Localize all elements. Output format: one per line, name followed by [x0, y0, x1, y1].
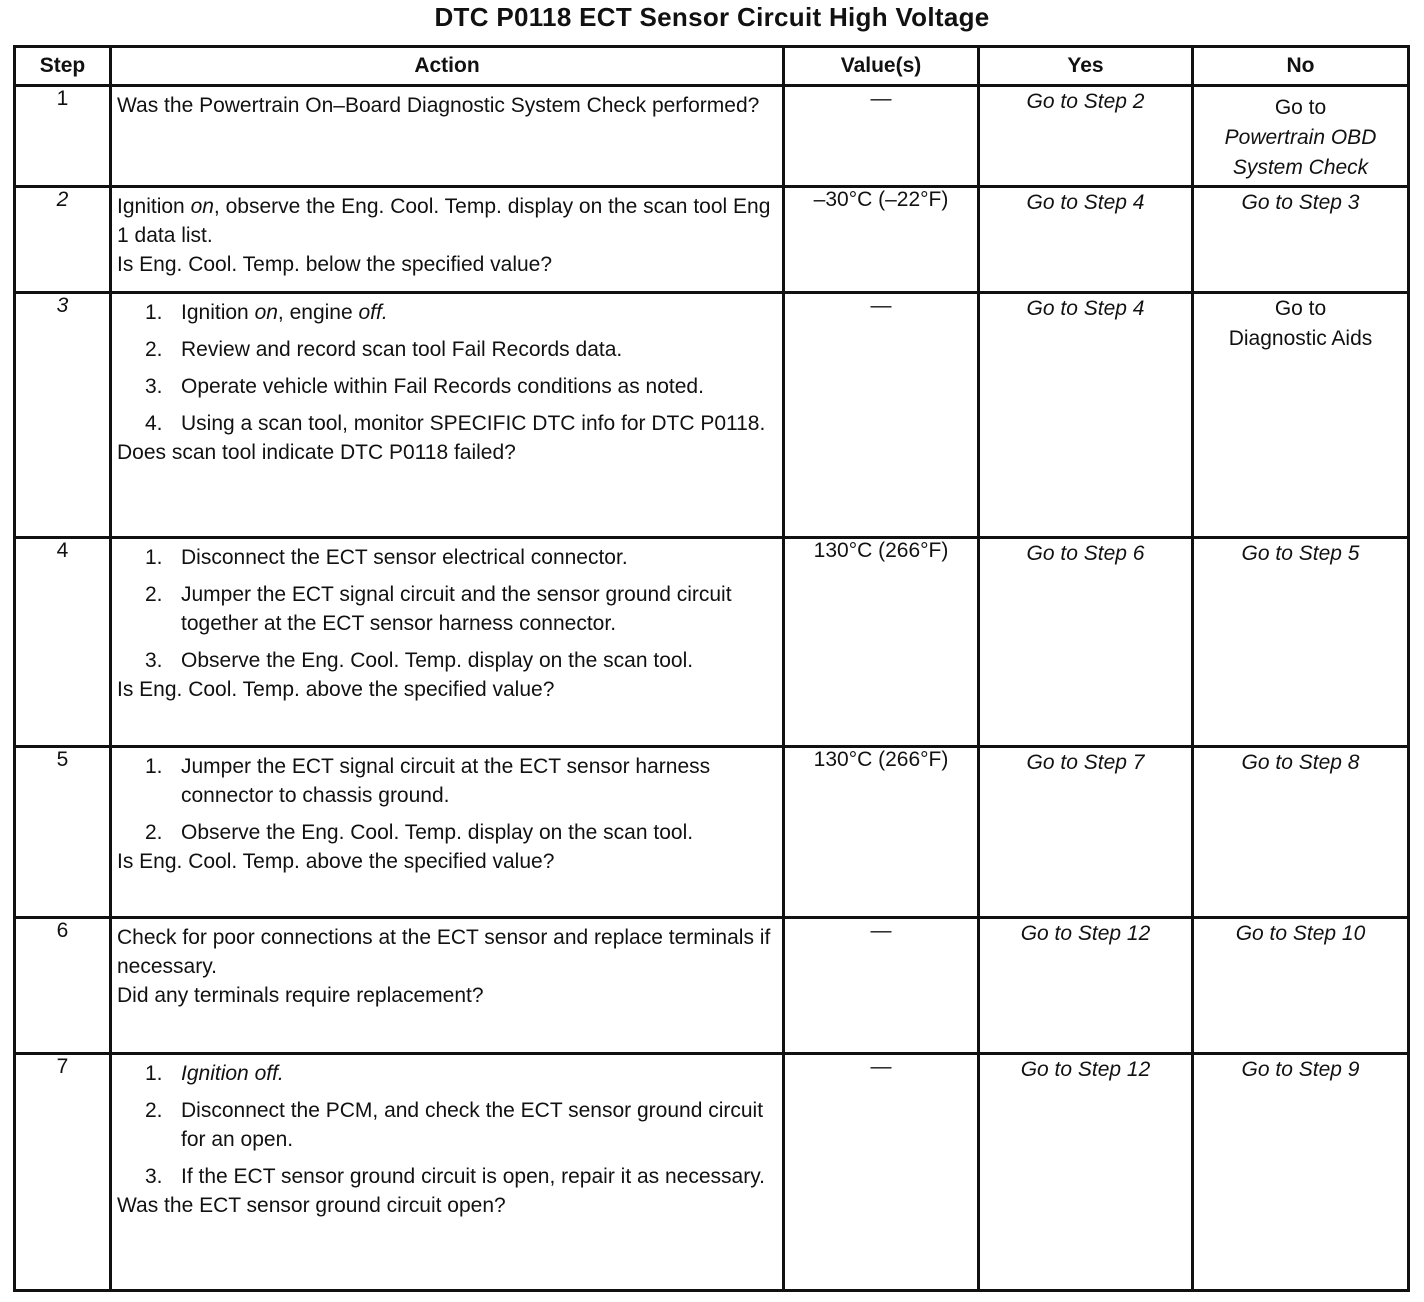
no-line-2[interactable]: Diagnostic Aids [1228, 327, 1373, 350]
action-question: Is Eng. Cool. Temp. above the specified value? [117, 678, 555, 701]
no-line-3[interactable]: System Check [1232, 156, 1369, 179]
yes-cell [979, 86, 1193, 187]
value-cell: –30°C (–22°F) [784, 187, 979, 293]
list-item: 3. Observe the Eng. Cool. Temp. display on the scan tool. [145, 649, 694, 672]
no-cell [1193, 1054, 1409, 1291]
no-line-2[interactable]: Powertrain OBD [1224, 126, 1377, 149]
page-title: DTC P0118 ECT Sensor Circuit High Voltage [434, 2, 990, 32]
table-row-step-5 [15, 747, 1409, 918]
step-number: 7 [15, 1054, 111, 1291]
action-cell [111, 1054, 784, 1291]
table-row-step-6 [15, 918, 1409, 1054]
step-number: 6 [15, 918, 111, 1054]
action-cell [111, 293, 784, 538]
yes-link[interactable]: Go to Step 2 [1026, 90, 1145, 113]
action-cell [111, 747, 784, 918]
action-list [117, 543, 776, 675]
yes-cell [979, 747, 1193, 918]
value-cell: — [784, 293, 979, 538]
value-cell: — [784, 86, 979, 187]
no-line-1: Go to [1274, 297, 1327, 320]
table-row-step-1 [15, 86, 1409, 187]
list-item: 2. Review and record scan tool Fail Records data. [145, 338, 623, 361]
action-cell [111, 86, 784, 187]
no-link[interactable]: Go to Step 10 [1235, 922, 1366, 945]
value-cell: — [784, 1054, 979, 1291]
header-yes: Yes [979, 47, 1193, 86]
list-item: 2. Observe the Eng. Cool. Temp. display on the scan tool. [145, 821, 694, 844]
action-cell [111, 538, 784, 747]
no-cell [1193, 86, 1409, 187]
action-question: Was the ECT sensor ground circuit open? [117, 1194, 506, 1217]
diagnostic-table [13, 45, 1410, 1292]
yes-link[interactable]: Go to Step 12 [1020, 922, 1151, 945]
table-row-step-3 [15, 293, 1409, 538]
action-question: Did any terminals require replacement? [117, 984, 484, 1007]
header-no: No [1193, 47, 1409, 86]
step-number: 2 [15, 187, 111, 293]
list-item: 2. Disconnect the PCM, and check the ECT sensor ground circuit for an open. [145, 1099, 764, 1151]
no-cell [1193, 538, 1409, 747]
action-question: Is Eng. Cool. Temp. above the specified value? [117, 850, 555, 873]
step-number: 3 [15, 293, 111, 538]
list-item: 1. Ignition on, engine off. [145, 301, 388, 324]
list-item: 1. Jumper the ECT signal circuit at the ECT sensor harness connector to chassis ground. [145, 755, 711, 807]
yes-link[interactable]: Go to Step 4 [1026, 191, 1145, 214]
no-cell [1193, 747, 1409, 918]
step-number: 4 [15, 538, 111, 747]
action-list [117, 752, 776, 847]
yes-cell [979, 1054, 1193, 1291]
no-cell [1193, 187, 1409, 293]
yes-cell [979, 538, 1193, 747]
no-cell [1193, 293, 1409, 538]
no-link[interactable]: Go to Step 8 [1241, 751, 1360, 774]
step-number: 5 [15, 747, 111, 918]
action-list [117, 298, 776, 438]
table-row-step-7 [15, 1054, 1409, 1291]
no-line-1: Go to [1274, 96, 1327, 119]
action-cell [111, 918, 784, 1054]
yes-cell [979, 293, 1193, 538]
list-item: 1. Disconnect the ECT sensor electrical connector. [145, 546, 628, 569]
header-values: Value(s) [784, 47, 979, 86]
action-question: Is Eng. Cool. Temp. below the specified value? [117, 253, 553, 276]
yes-link[interactable]: Go to Step 12 [1020, 1058, 1151, 1081]
list-item: 1. Ignition off. [145, 1062, 284, 1085]
action-text: Ignition on, observe the Eng. Cool. Temp. display on the scan tool Eng 1 data list. [117, 195, 771, 247]
no-link[interactable]: Go to Step 3 [1241, 191, 1360, 214]
yes-link[interactable]: Go to Step 7 [1026, 751, 1145, 774]
value-cell: 130°C (266°F) [784, 747, 979, 918]
header-step: Step [15, 47, 111, 86]
table-row-step-4 [15, 538, 1409, 747]
list-item: 2. Jumper the ECT signal circuit and the sensor ground circuit together at the ECT sensor harness connector. [145, 583, 732, 635]
action-cell [111, 187, 784, 293]
value-cell: 130°C (266°F) [784, 538, 979, 747]
action-question: Does scan tool indicate DTC P0118 failed? [117, 441, 516, 464]
list-item: 3. Operate vehicle within Fail Records conditions as noted. [145, 375, 704, 398]
table-row-step-2 [15, 187, 1409, 293]
yes-cell [979, 918, 1193, 1054]
action-text: Was the Powertrain On–Board Diagnostic System Check performed? [117, 94, 760, 117]
action-text: Check for poor connections at the ECT sensor and replace terminals if necessary. [117, 926, 771, 978]
no-link[interactable]: Go to Step 9 [1241, 1058, 1360, 1081]
no-link[interactable]: Go to Step 5 [1241, 542, 1360, 565]
list-item: 4. Using a scan tool, monitor SPECIFIC DTC info for DTC P0118. [145, 412, 766, 435]
no-cell [1193, 918, 1409, 1054]
yes-cell [979, 187, 1193, 293]
list-item: 3. If the ECT sensor ground circuit is open, repair it as necessary. [145, 1165, 765, 1188]
step-number: 1 [15, 86, 111, 187]
header-row [15, 47, 1409, 86]
value-cell: — [784, 918, 979, 1054]
action-list [117, 1059, 776, 1191]
header-action: Action [111, 47, 784, 86]
yes-link[interactable]: Go to Step 6 [1026, 542, 1145, 565]
yes-link[interactable]: Go to Step 4 [1026, 297, 1145, 320]
